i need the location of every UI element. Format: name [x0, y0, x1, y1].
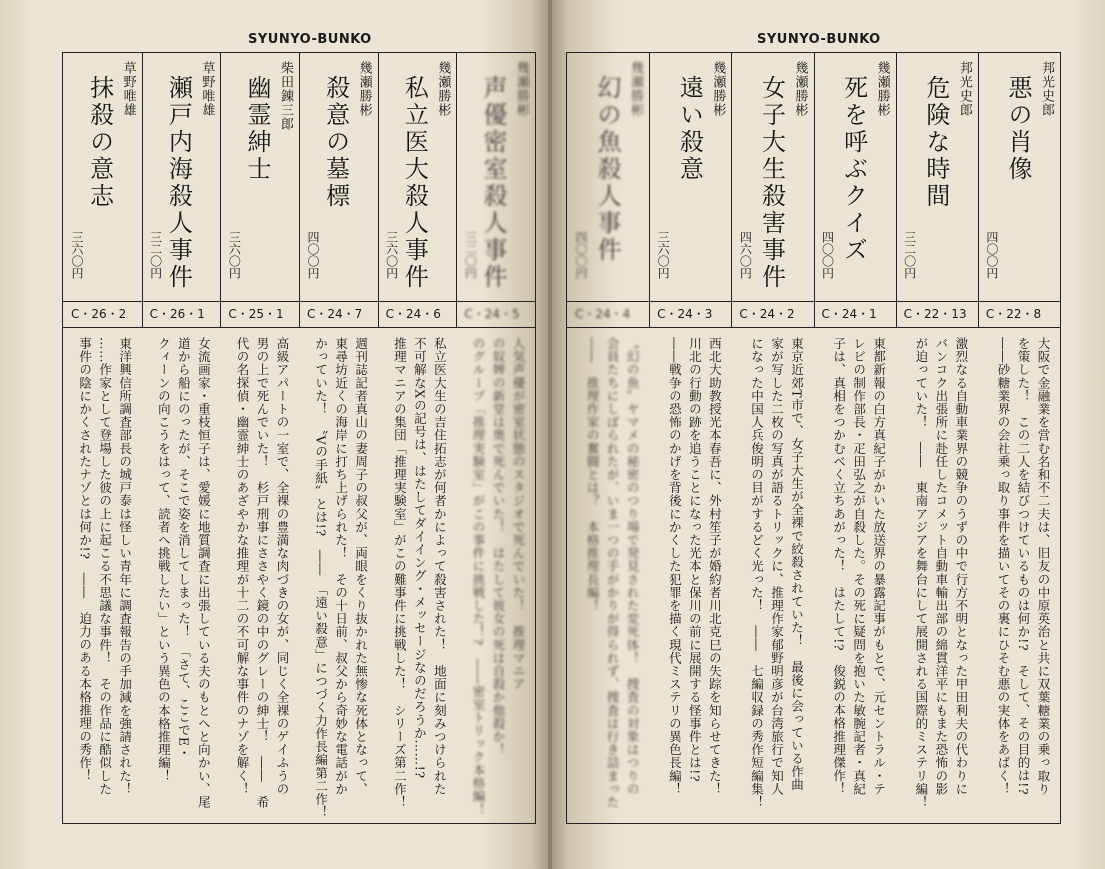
book-description-line: 高級アパートの一室で、全裸の豊満な肉づきの女が、同じく全裸のゲイふうの — [275, 337, 290, 796]
book-author: 幾瀬勝彬 — [874, 61, 890, 117]
book-author: 邦光史郎 — [1039, 61, 1054, 117]
column-divider — [896, 53, 897, 327]
book-description-line: になった中国人兵俊明の目がするどく光った！ ―― 七編収録の秀作短編集！ — [749, 337, 765, 809]
book-author: 草野唯雄 — [120, 61, 136, 117]
book-price: 三六〇円 — [384, 231, 399, 279]
book-price: 三六〇円 — [656, 231, 671, 279]
book-description-line: 女流画家・重枝恒子は、愛媛に地質調査に出張している夫のもとへと向かい、尾 — [196, 337, 212, 809]
book-title: 殺意の墓標 — [321, 75, 350, 210]
book-author: 邦光史郎 — [956, 61, 972, 117]
book-description-line: ―― 推理作家の奮闘とは？ 本格推理長編！ — [585, 337, 601, 613]
book-title: 女子大生殺害事件 — [757, 75, 786, 291]
book-title: 悪の肖像 — [1004, 75, 1032, 183]
column-divider — [220, 53, 221, 327]
book-author: 幾瀬勝彬 — [514, 61, 529, 117]
book-price: 三六〇円 — [70, 231, 84, 279]
column-divider — [978, 53, 979, 327]
book-description-line: 代の名探偵・幽霊紳士のあざやかな推理が十二の不可解な事件のナゾを解く！ — [235, 337, 250, 796]
book-title: 危険な時間 — [921, 75, 950, 210]
book-title: 死を呼ぶクイズ — [839, 75, 868, 264]
book-description-line: 〝幻の魚〟ヤマメの秘密のつり場で発見された変死体！ 捜査の対象はつりの — [625, 337, 641, 796]
book-author: 柴田錬三郎 — [278, 61, 293, 131]
book-description-line: 東都新報の白方真紀子がかいた放送界の暴露記事がもとで、元セントラル・テ — [871, 337, 887, 796]
book-title: 幻の魚殺人事件 — [593, 75, 622, 264]
left-page — [0, 0, 548, 869]
book-description-line: クィーンの向こうをはって、読者へ挑戦したい」という異色の本格推理編！ — [156, 337, 172, 783]
book-description-line: 東尋坊近くの海岸に打ち上げられた！ その十日前、叔父から奇妙な電話がか — [333, 337, 349, 796]
book-description-line: 激烈なる自動車業界の競争のうずの中で行方不明となった甲田利夫の代わりに — [953, 337, 969, 796]
book-code: C・24・5 — [464, 307, 520, 321]
book-description-line: 道から船にのったが、そこで姿を消してしまった！ 「さて、ここでE・ — [176, 337, 192, 760]
book-author: 幾瀬勝彬 — [628, 61, 644, 117]
book-description-line: 会員たちにしぼられたが、いま一つの手がかりが得られず、捜査は行き詰まった — [605, 337, 621, 809]
book-description-line: レビの制作部長・疋田弘之が自殺した。その死に疑問を抱いた敏腕記者・真紀 — [851, 337, 867, 796]
book-author: 幾瀬勝彬 — [356, 61, 372, 117]
column-divider — [731, 53, 732, 327]
book-description-line: 西北大助教授光本春吾に、外村笙子が婚約者川北克巳の失踪を知らせてきた！ — [707, 337, 723, 796]
column-divider — [378, 53, 379, 327]
book-code: C・24・7 — [307, 307, 363, 321]
book-title: 遠い殺意 — [675, 75, 704, 183]
book-price: 四〇〇円 — [574, 231, 588, 279]
series-header-right: SYUNYO-BUNKO — [757, 32, 881, 47]
book-code: C・24・2 — [739, 307, 795, 321]
book-description-line: 大阪で金融業を営む名和不二夫は、旧友の中原英治と共に双葉糖業の乗っ取り — [1036, 337, 1051, 796]
book-code: C・24・1 — [821, 307, 877, 321]
catalog-frame-right — [566, 52, 1061, 824]
book-description-line: 東洋興信所調査部長の城戸泰は怪しい青年に調査報告の手加減を強請された！ — [117, 337, 133, 796]
book-description-line: ――戦争の恐怖のかげを背後にかくした犯罪を描く現代ミステリの異色長編！ — [667, 337, 683, 796]
book-title: 抹殺の意志 — [85, 75, 114, 210]
series-header-left: SYUNYO-BUNKO — [248, 32, 372, 47]
book-description-line: 東京近郊T市で、女子大生が全裸で絞殺されていた！ 最後に会っている作曲 — [789, 337, 805, 792]
book-price: 三二〇円 — [902, 231, 917, 279]
book-title: 幽霊紳士 — [243, 75, 271, 183]
book-price: 四〇〇円 — [306, 231, 320, 279]
book-price: 三六〇円 — [227, 231, 242, 279]
book-code: C・24・4 — [575, 307, 631, 321]
book-author: 草野唯雄 — [199, 61, 215, 117]
book-description-line: 推理マニアの集団「推理実験室」がこの難事件に挑戦した！ シリーズ第二作！ — [392, 337, 408, 809]
book-code: C・22・8 — [985, 307, 1042, 321]
book-author: 幾瀬勝彬 — [435, 61, 451, 117]
book-description-line: 週刊誌記者真山の妻周子の叔父が、両眼をくり抜かれた無惨な死体となって、 — [353, 337, 369, 796]
book-description-line: 人気声優が密室状態のスタジオで死んでいた！ 推理マニア — [511, 337, 526, 691]
book-description-line: 川北の行動の跡を追うことになった光本と保川の前に展開する怪事件とは!? — [687, 337, 703, 783]
book-description-line: 私立医大生の吉住拓志が何者かによって殺害された！ 地面に刻みつけられた — [432, 337, 448, 796]
column-divider — [142, 53, 143, 327]
book-description-line: が迫っていた！ ―― 東南アジアを舞台にして展開される国際的ミステリ編！ — [913, 337, 929, 809]
book-description-line: の奴婢の新堂は奥で死んでいた！ はたして彼女の死は自殺か他殺か！ — [491, 337, 506, 757]
book-title: 瀬戸内海殺人事件 — [164, 75, 193, 291]
book-description-line: バンコク出張所に赴任したコメット自動車輸出部の綿貫洋平にもまた恐怖の影 — [933, 337, 949, 796]
book-description-line: を策した！ この二人を結びつけているものは何か!? そして、その目的は!? — [1016, 337, 1031, 796]
book-author: 幾瀬勝彬 — [710, 61, 726, 117]
column-divider — [814, 53, 815, 327]
book-code: C・26・2 — [71, 307, 127, 321]
book-description-line: 男の上で死んでいた！ 杉戸刑事にささやく鏡の中のグレーの紳士！ ―― 希 — [255, 337, 270, 809]
book-description-line: 事件の陰にかくされたナゾとは何か!? ―― 迫力のある本格推理の秀作！ — [77, 337, 93, 783]
book-description-line: 子は、真相をつかむべく立ちあがった！ はたして!? 俊鋭の本格推理傑作！ — [831, 337, 847, 796]
book-description-line: 家が写した二枚の写真が語るトリックに、推理作家郁野明彦が台湾旅行で知人 — [769, 337, 785, 796]
book-price: 四〇〇円 — [984, 231, 999, 279]
right-page — [552, 0, 1105, 869]
column-divider — [649, 53, 650, 327]
book-title: 私立医大殺人事件 — [400, 75, 429, 291]
book-price: 三二〇円 — [463, 231, 478, 279]
book-description-line: ……作家として登場した彼の上に起こる不思議な事件！ その作品に酷似した — [97, 337, 113, 796]
book-price: 四六〇円 — [738, 231, 753, 279]
book-code: C・25・1 — [228, 307, 284, 321]
book-price: 三二〇円 — [148, 231, 163, 279]
column-divider — [456, 53, 457, 327]
catalog-frame-left — [62, 52, 536, 824]
book-description-line: かっていた！ 〝Vの手紙〟とは!? ―― 「遠い殺意」につづく力作長編第二作！ — [313, 337, 329, 819]
book-description-line: 不可解なXの記号は、はたしてダイイング・メッセージなのだろうか……!? — [412, 337, 428, 779]
column-divider — [299, 53, 300, 327]
book-title: 声優密室殺人事件 — [479, 75, 507, 291]
book-code: C・26・1 — [149, 307, 205, 321]
book-author: 幾瀬勝彬 — [792, 61, 808, 117]
book-price: 四〇〇円 — [820, 231, 835, 279]
book-code: C・22・13 — [903, 307, 967, 321]
book-code: C・24・6 — [385, 307, 441, 321]
book-description-line: のグループ「推理実験室」がこの事件に挑戦した！? ――密室トリック本格編！ — [471, 337, 486, 816]
book-description-line: ――砂糖業界の会社乗っ取り事件を描いてその裏にひそむ悪の実体をあばく！ — [996, 337, 1011, 796]
book-code: C・24・3 — [657, 307, 713, 321]
